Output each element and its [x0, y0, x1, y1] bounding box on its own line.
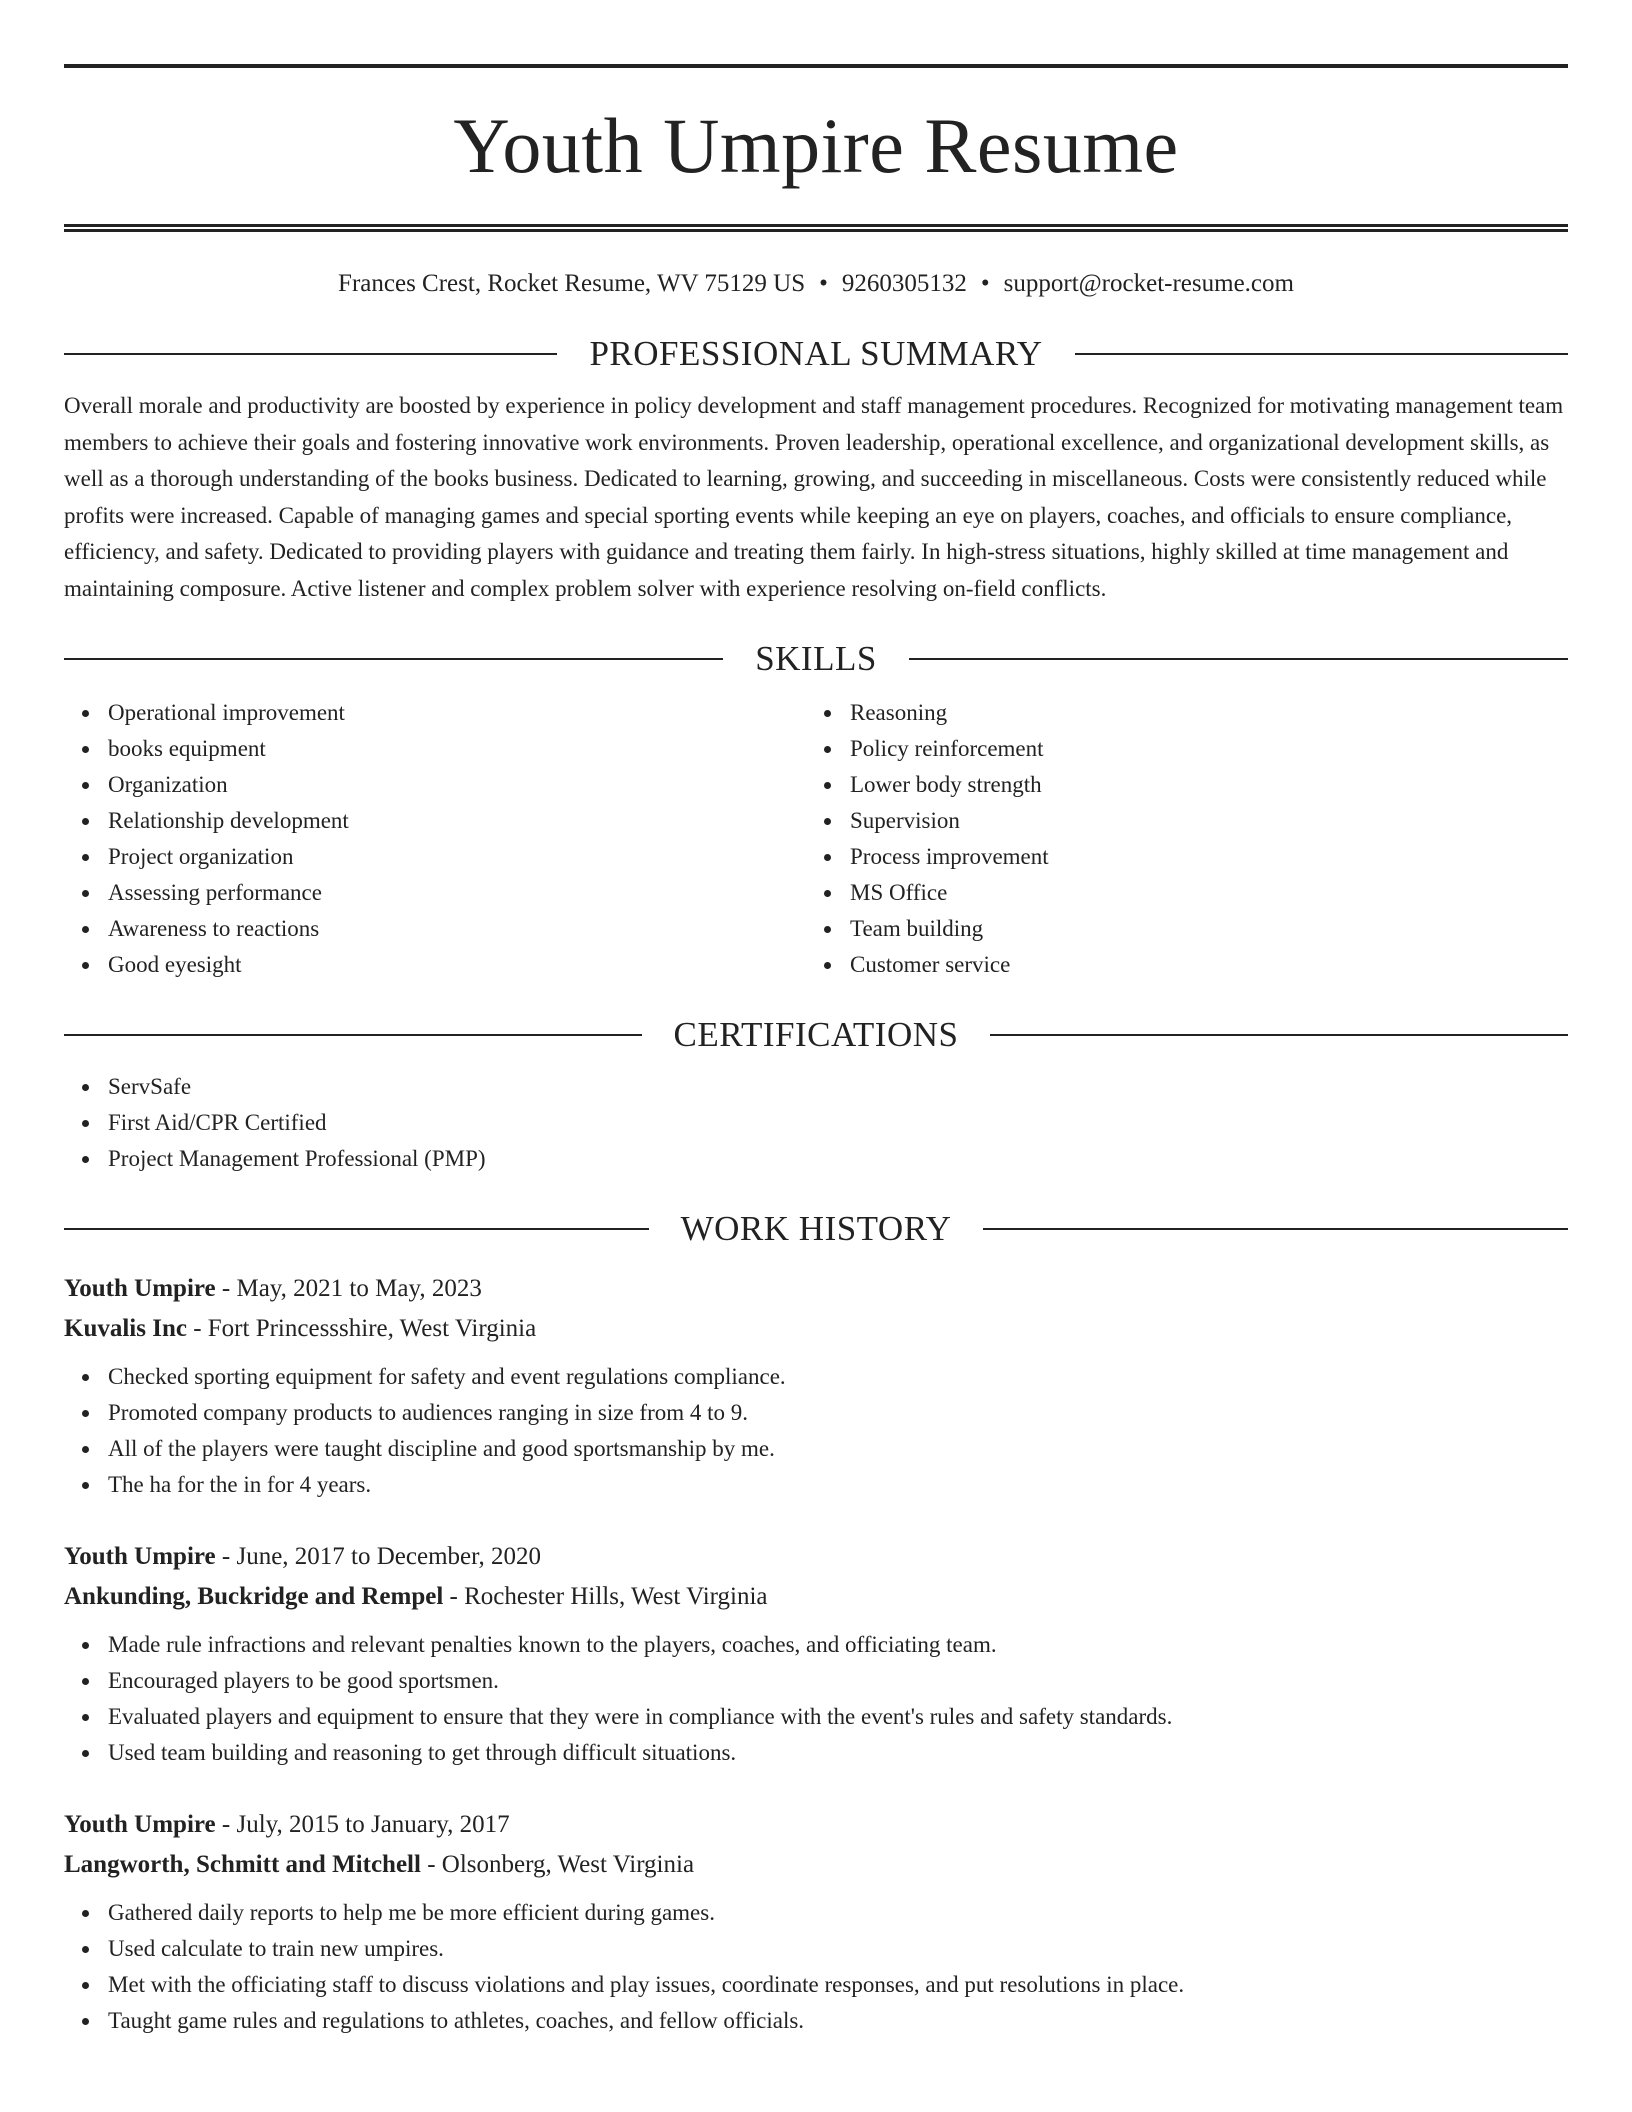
job-entry: [64, 1805, 1568, 2039]
heading-rule: [64, 353, 557, 355]
heading-rule: [1075, 353, 1568, 355]
job-location: - Fort Princessshire, West Virginia: [186, 1315, 537, 1342]
job-duties-list: [64, 1895, 1568, 2039]
job-company-line: [64, 1845, 1568, 1885]
work-history-heading-label: WORK HISTORY: [680, 1209, 952, 1248]
skills-grid: [64, 695, 1568, 983]
skill-item: Operational improvement: [108, 695, 806, 731]
job-dates: - May, 2021 to May, 2023: [215, 1275, 482, 1302]
skill-item: Assessing performance: [108, 875, 806, 911]
skill-item: Relationship development: [108, 803, 806, 839]
job-company: Kuvalis Inc: [64, 1315, 187, 1342]
contact-separator: •: [819, 270, 828, 297]
skill-item: Policy reinforcement: [850, 731, 1548, 767]
job-company-line: [64, 1577, 1568, 1617]
job-company: Langworth, Schmitt and Mitchell: [64, 1851, 421, 1878]
skill-item: Customer service: [850, 947, 1548, 983]
heading-rule: [64, 658, 723, 660]
job-duty-item: Used team building and reasoning to get through difficult situations.: [108, 1735, 1568, 1771]
skill-item: Process improvement: [850, 839, 1548, 875]
job-duty-item: Made rule infractions and relevant penalties known to the players, coaches, and officiating team.: [108, 1627, 1568, 1663]
job-duty-item: Taught game rules and regulations to athletes, coaches, and fellow officials.: [108, 2003, 1568, 2039]
certifications-list: [64, 1069, 1568, 1177]
job-entry: [64, 1537, 1568, 1771]
skill-item: Organization: [108, 767, 806, 803]
job-company: Ankunding, Buckridge and Rempel: [64, 1583, 444, 1610]
skill-item: Project organization: [108, 839, 806, 875]
summary-heading-label: PROFESSIONAL SUMMARY: [589, 334, 1043, 373]
job-duty-item: Met with the officiating staff to discuss violations and play issues, coordinate responses, and put resolutions in place.: [108, 1967, 1568, 2003]
skill-item: books equipment: [108, 731, 806, 767]
job-role-line: [64, 1537, 1568, 1577]
top-rule: [64, 64, 1568, 68]
job-role: Youth Umpire: [64, 1275, 216, 1302]
skill-item: Lower body strength: [850, 767, 1548, 803]
contact-phone: 9260305132: [841, 270, 967, 297]
skills-list-right: [806, 695, 1548, 983]
heading-rule: [983, 1228, 1568, 1230]
skill-item: Good eyesight: [108, 947, 806, 983]
certification-item: ServSafe: [108, 1069, 1568, 1105]
contact-separator: •: [980, 270, 990, 297]
skills-column-right: [806, 695, 1548, 983]
job-duty-item: Promoted company products to audiences ranging in size from 4 to 9.: [108, 1395, 1568, 1431]
certifications-heading-label: CERTIFICATIONS: [673, 1015, 959, 1054]
skill-item: Awareness to reactions: [108, 911, 806, 947]
job-role: Youth Umpire: [64, 1543, 216, 1570]
job-dates: - July, 2015 to January, 2017: [215, 1811, 510, 1838]
job-company-line: [64, 1309, 1568, 1349]
job-duty-item: The ha for the in for 4 years.: [108, 1467, 1568, 1503]
skills-heading: [64, 635, 1568, 683]
job-location: - Rochester Hills, West Virginia: [443, 1583, 768, 1610]
resume-title: Youth Umpire Resume: [453, 102, 1179, 189]
heading-rule: [64, 1034, 642, 1036]
contact-line: [64, 266, 1568, 302]
skills-column-left: [64, 695, 806, 983]
contact-address: Frances Crest, Rocket Resume, WV 75129 US: [338, 270, 806, 297]
job-role-line: [64, 1805, 1568, 1845]
heading-rule: [64, 1228, 649, 1230]
work-history-heading: [64, 1205, 1568, 1253]
skills-heading-label: SKILLS: [755, 639, 877, 678]
certifications-heading: [64, 1011, 1568, 1059]
skill-item: Supervision: [850, 803, 1548, 839]
skills-list-left: [64, 695, 806, 983]
certification-item: First Aid/CPR Certified: [108, 1105, 1568, 1141]
job-duty-item: Used calculate to train new umpires.: [108, 1931, 1568, 1967]
job-duty-item: Gathered daily reports to help me be more efficient during games.: [108, 1895, 1568, 1931]
job-dates: - June, 2017 to December, 2020: [215, 1543, 541, 1570]
certification-item: Project Management Professional (PMP): [108, 1141, 1568, 1177]
contact-email: support@rocket-resume.com: [1003, 270, 1294, 297]
summary-heading: [64, 330, 1568, 378]
job-role-line: [64, 1269, 1568, 1309]
job-duty-item: Evaluated players and equipment to ensure that they were in compliance with the event's rules and safety standards.: [108, 1699, 1568, 1735]
job-location: - Olsonberg, West Virginia: [420, 1851, 695, 1878]
job-duty-item: Checked sporting equipment for safety and event regulations compliance.: [108, 1359, 1568, 1395]
job-duty-item: All of the players were taught discipline and good sportsmanship by me.: [108, 1431, 1568, 1467]
job-duties-list: [64, 1627, 1568, 1771]
heading-rule: [909, 658, 1568, 660]
summary-text: Overall morale and productivity are boosted by experience in policy development and staff management procedures. Recognized for motivating management team members to achieve their goals and fostering innovative work environments. Proven leadership, operational excellence, and organizational development skills, as well as a thorough understanding of the books business. Dedicated to learning, growing, and succeeding in miscellaneous. Costs were consistently reduced while profits were increased. Capable of managing games and special sporting events while keeping an eye on players, coaches, and officials to ensure compliance, efficiency, and safety. Dedicated to providing players with guidance and treating them fairly. In high-stress situations, highly skilled at time management and maintaining composure. Active listener and complex problem solver with experience resolving on-field conflicts.: [64, 393, 1564, 601]
skill-item: MS Office: [850, 875, 1548, 911]
job-duty-item: Encouraged players to be good sportsmen.: [108, 1663, 1568, 1699]
job-role: Youth Umpire: [64, 1811, 216, 1838]
heading-rule: [990, 1034, 1568, 1036]
job-duties-list: [64, 1359, 1568, 1503]
resume-page: [64, 64, 1568, 2039]
title-double-rule: [64, 224, 1568, 232]
skill-item: Team building: [850, 911, 1548, 947]
skill-item: Reasoning: [850, 695, 1548, 731]
job-entry: [64, 1269, 1568, 1503]
